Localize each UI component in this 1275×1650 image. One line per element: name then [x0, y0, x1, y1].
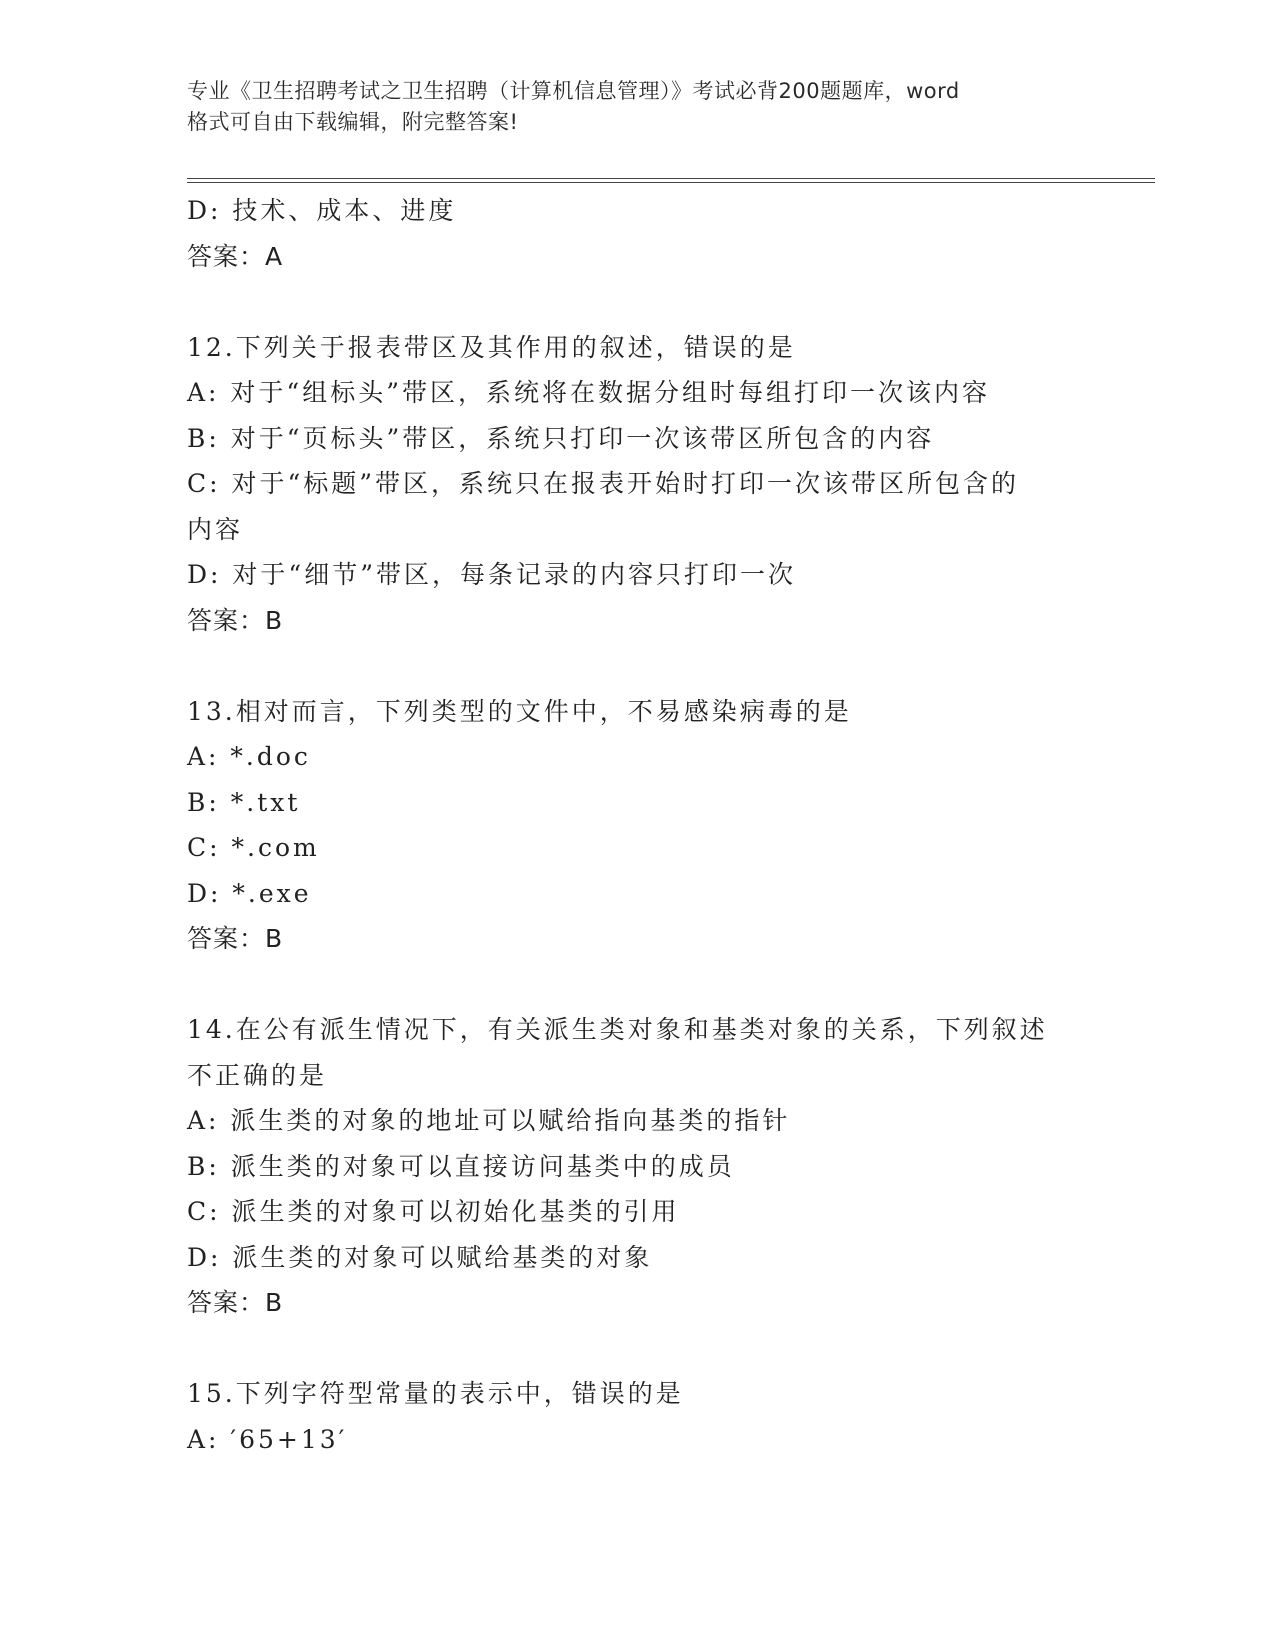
- option-b: B: *.txt: [187, 787, 301, 817]
- option-c: C: 对于“标题”带区，系统只在报表开始时打印一次该带区所包含的: [187, 469, 1020, 498]
- option-c: C: *.com: [187, 833, 320, 862]
- option-d: D: 对于“细节”带区，每条记录的内容只打印一次: [187, 560, 796, 589]
- option-c-continued: 内容: [187, 514, 244, 544]
- spacer: [187, 279, 1087, 325]
- answer: 答案：B: [187, 1288, 284, 1317]
- answer: 答案：A: [187, 241, 284, 271]
- header-divider-bottom: [187, 182, 1155, 183]
- option-c: C: 派生类的对象可以初始化基类的引用: [187, 1197, 680, 1226]
- spacer: [187, 1326, 1087, 1372]
- question-text: 12.下列关于报表带区及其作用的叙述，错误的是: [187, 332, 796, 362]
- question-13: [187, 689, 1087, 962]
- option-a: A: *.doc: [187, 742, 311, 771]
- option-d: D: *.exe: [187, 878, 312, 908]
- spacer: [187, 962, 1087, 1008]
- question-text: 14.在公有派生情况下，有关派生类对象和基类对象的关系，下列叙述: [187, 1015, 1048, 1044]
- question-text-continued: 不正确的是: [187, 1060, 328, 1090]
- question-list: [187, 188, 1087, 1462]
- header-line-2: 格式可自由下载编辑，附完整答案!: [187, 110, 519, 134]
- option-d: D: 技术、成本、进度: [187, 196, 457, 225]
- spacer: [187, 643, 1087, 689]
- option-a: A: ′65+13′: [187, 1424, 348, 1454]
- question-14: [187, 1007, 1087, 1326]
- header-divider-top: [187, 178, 1155, 179]
- document-header: [187, 76, 1087, 138]
- question-12: [187, 325, 1087, 644]
- header-line-1: 专业《卫生招聘考试之卫生招聘（计算机信息管理）》考试必背200题题库，word: [187, 79, 960, 103]
- option-b: B: 派生类的对象可以直接访问基类中的成员: [187, 1151, 735, 1181]
- question-15: [187, 1371, 1087, 1462]
- question-text: 13.相对而言，下列类型的文件中，不易感染病毒的是: [187, 696, 852, 726]
- question-11-tail: [187, 188, 1087, 279]
- answer: 答案：B: [187, 605, 284, 635]
- answer: 答案：B: [187, 924, 284, 953]
- option-a: A: 对于“组标头”带区，系统将在数据分组时每组打印一次该内容: [187, 378, 990, 407]
- option-d: D: 派生类的对象可以赋给基类的对象: [187, 1242, 653, 1272]
- question-text: 15.下列字符型常量的表示中，错误的是: [187, 1379, 684, 1408]
- option-a: A: 派生类的对象的地址可以赋给指向基类的指针: [187, 1106, 791, 1135]
- option-b: B: 对于“页标头”带区，系统只打印一次该带区所包含的内容: [187, 423, 935, 453]
